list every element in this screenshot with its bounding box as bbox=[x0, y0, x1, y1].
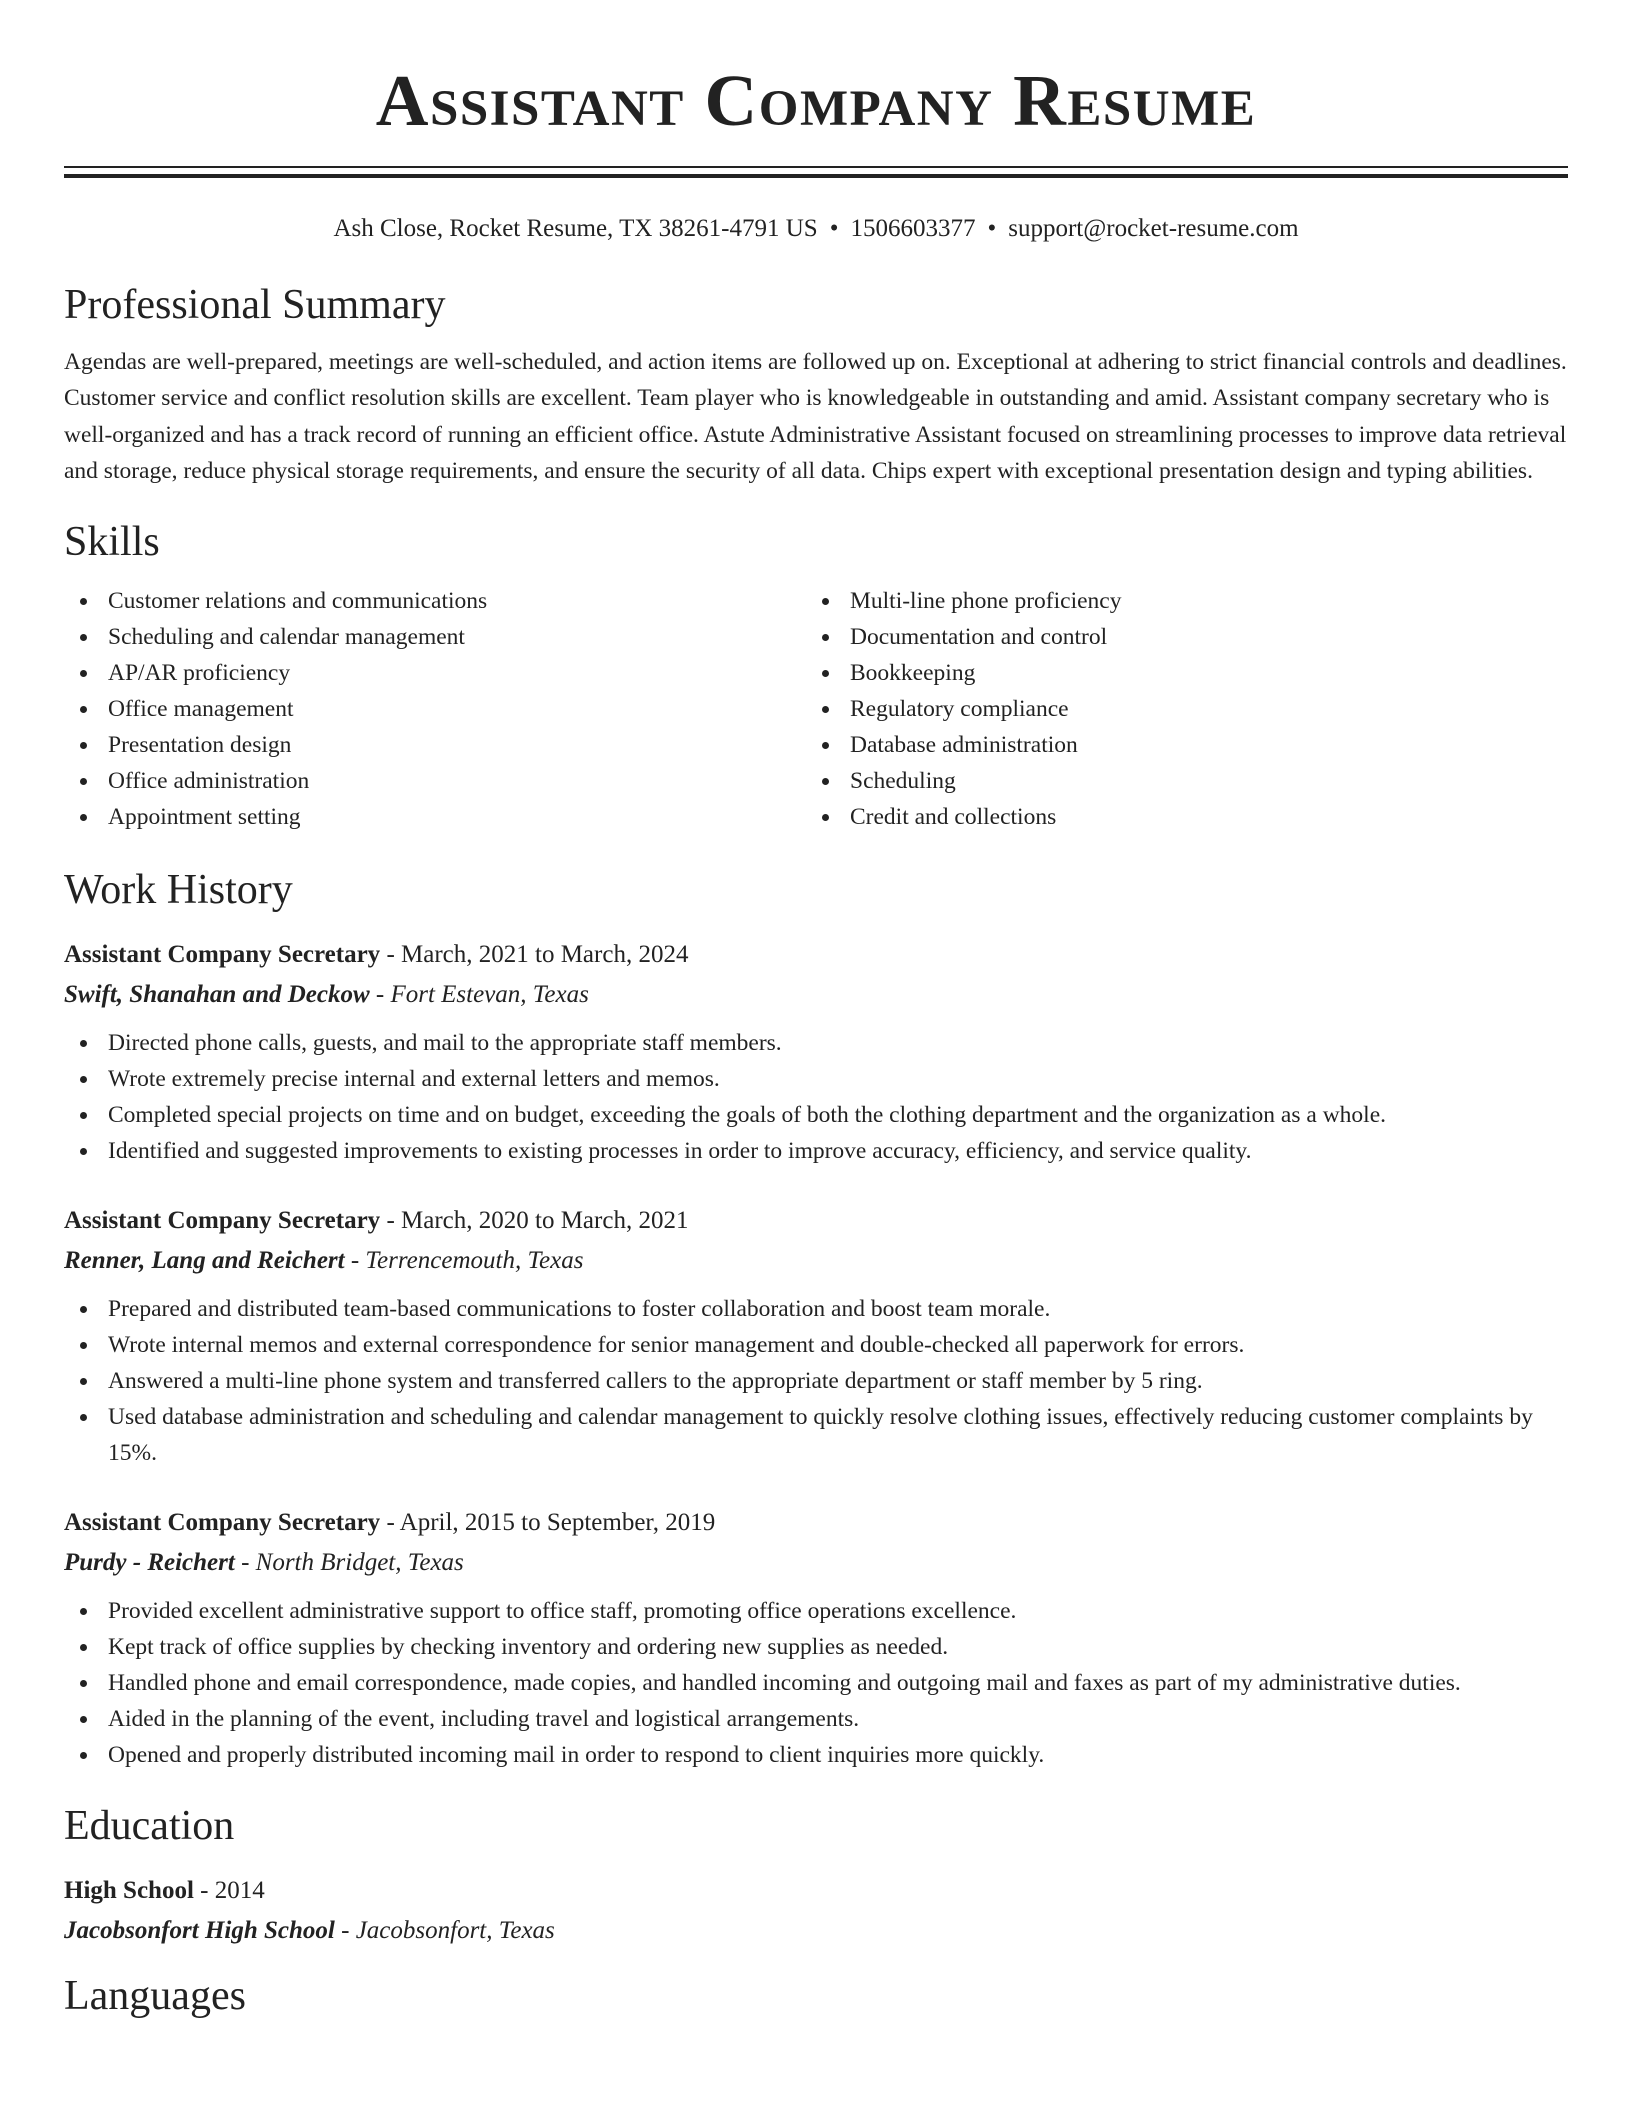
education-entry bbox=[64, 1871, 1568, 1951]
job-bullet: Aided in the planning of the event, including travel and logistical arrangements. bbox=[64, 1701, 1568, 1737]
job-bullet: Prepared and distributed team-based communications to foster collaboration and boost team morale. bbox=[64, 1291, 1568, 1327]
skills-list-left bbox=[64, 583, 806, 835]
resume-name: Assistant Company Resume bbox=[375, 60, 1257, 141]
contact-phone: 1506603377 bbox=[850, 215, 976, 242]
job-bullet: Completed special projects on time and on budget, exceeding the goals of both the clothing department and the organization as a whole. bbox=[64, 1097, 1568, 1133]
job-title-line bbox=[64, 935, 1568, 975]
skill-item: Bookkeeping bbox=[806, 655, 1548, 691]
skills-heading: Skills bbox=[64, 519, 160, 566]
education-school-line bbox=[64, 1911, 1568, 1951]
contact-email: support@rocket-resume.com bbox=[1008, 215, 1299, 242]
job-company-line bbox=[64, 1241, 1568, 1281]
skill-item: Documentation and control bbox=[806, 619, 1548, 655]
job-bullet: Answered a multi-line phone system and transferred callers to the appropriate department or staff member by 5 ring. bbox=[64, 1363, 1568, 1399]
skill-item: AP/AR proficiency bbox=[64, 655, 806, 691]
job-bullet: Provided excellent administrative support to office staff, promoting office operations excellence. bbox=[64, 1593, 1568, 1629]
education-degree-line bbox=[64, 1871, 1568, 1911]
job-bullet: Handled phone and email correspondence, made copies, and handled incoming and outgoing mail and faxes as part of my administrative duties. bbox=[64, 1665, 1568, 1701]
job-company: Purdy - Reichert bbox=[64, 1549, 235, 1577]
header-rule-bottom bbox=[64, 174, 1568, 178]
job-dates: - April, 2015 to September, 2019 bbox=[380, 1509, 716, 1537]
education-heading: Education bbox=[64, 1803, 235, 1850]
job-bullets bbox=[64, 1593, 1568, 1773]
education-year: - 2014 bbox=[193, 1877, 265, 1905]
job-bullet: Wrote internal memos and external correspondence for senior management and double-checked all paperwork for errors. bbox=[64, 1327, 1568, 1363]
job-title-line bbox=[64, 1503, 1568, 1543]
education-location: - Jacobsonfort, Texas bbox=[334, 1917, 555, 1945]
job-entry bbox=[64, 1201, 1568, 1471]
summary-text: Agendas are well-prepared, meetings are well-scheduled, and action items are followed up on. Exceptional at adhering to strict financial controls and deadlines. Customer service and conflict resolution skills are excellent. Team player who is knowledgeable in outstanding and amid. Assistant company secretary who is well-organized and has a track record of running an efficient office. Astute Administrative Assistant focused on streamlining processes to improve data retrieval and storage, reduce physical storage requirements, and ensure the security of all data. Chips expert with exceptional presentation design and typing abilities. bbox=[64, 349, 1567, 484]
skill-item: Multi-line phone proficiency bbox=[806, 583, 1548, 619]
contact-separator: • bbox=[987, 215, 997, 242]
skill-item: Database administration bbox=[806, 727, 1548, 763]
languages-heading: Languages bbox=[64, 1973, 246, 2020]
job-role: Assistant Company Secretary bbox=[64, 1509, 381, 1537]
contact-separator: • bbox=[829, 215, 839, 242]
contact-line bbox=[64, 214, 1568, 244]
job-company-line bbox=[64, 1543, 1568, 1583]
job-location: - Terrencemouth, Texas bbox=[344, 1247, 584, 1275]
job-bullet: Used database administration and scheduling and calendar management to quickly resolve clothing issues, effectively reducing customer complaints by 15%. bbox=[64, 1399, 1568, 1471]
job-dates: - March, 2021 to March, 2024 bbox=[380, 941, 689, 969]
skills-list-right bbox=[806, 583, 1548, 835]
job-bullets bbox=[64, 1025, 1568, 1169]
skill-item: Scheduling and calendar management bbox=[64, 619, 806, 655]
job-bullet: Directed phone calls, guests, and mail to the appropriate staff members. bbox=[64, 1025, 1568, 1061]
job-role: Assistant Company Secretary bbox=[64, 941, 381, 969]
job-company-line bbox=[64, 975, 1568, 1015]
job-location: - North Bridget, Texas bbox=[234, 1549, 464, 1577]
job-bullet: Wrote extremely precise internal and external letters and memos. bbox=[64, 1061, 1568, 1097]
skill-item: Regulatory compliance bbox=[806, 691, 1548, 727]
skill-item: Credit and collections bbox=[806, 799, 1548, 835]
skill-item: Appointment setting bbox=[64, 799, 806, 835]
job-entry bbox=[64, 1503, 1568, 1773]
education-school: Jacobsonfort High School bbox=[64, 1917, 335, 1945]
job-entry bbox=[64, 935, 1568, 1169]
contact-address: Ash Close, Rocket Resume, TX 38261-4791 US bbox=[333, 215, 818, 242]
job-bullet: Opened and properly distributed incoming mail in order to respond to client inquiries more quickly. bbox=[64, 1737, 1568, 1773]
job-bullet: Identified and suggested improvements to existing processes in order to improve accuracy, efficiency, and service quality. bbox=[64, 1133, 1568, 1169]
skill-item: Scheduling bbox=[806, 763, 1548, 799]
job-dates: - March, 2020 to March, 2021 bbox=[380, 1207, 689, 1235]
skill-item: Presentation design bbox=[64, 727, 806, 763]
skill-item: Customer relations and communications bbox=[64, 583, 806, 619]
skills-columns bbox=[64, 583, 1568, 835]
skill-item: Office administration bbox=[64, 763, 806, 799]
job-bullets bbox=[64, 1291, 1568, 1471]
header-rule-top bbox=[64, 166, 1568, 168]
summary-heading: Professional Summary bbox=[64, 282, 446, 328]
work-history-heading: Work History bbox=[64, 867, 293, 914]
skill-item: Office management bbox=[64, 691, 806, 727]
job-role: Assistant Company Secretary bbox=[64, 1207, 381, 1235]
education-degree: High School bbox=[64, 1877, 194, 1905]
job-company: Renner, Lang and Reichert bbox=[64, 1247, 345, 1275]
job-company: Swift, Shanahan and Deckow bbox=[64, 981, 370, 1009]
job-location: - Fort Estevan, Texas bbox=[369, 981, 589, 1009]
job-title-line bbox=[64, 1201, 1568, 1241]
job-bullet: Kept track of office supplies by checking inventory and ordering new supplies as needed. bbox=[64, 1629, 1568, 1665]
